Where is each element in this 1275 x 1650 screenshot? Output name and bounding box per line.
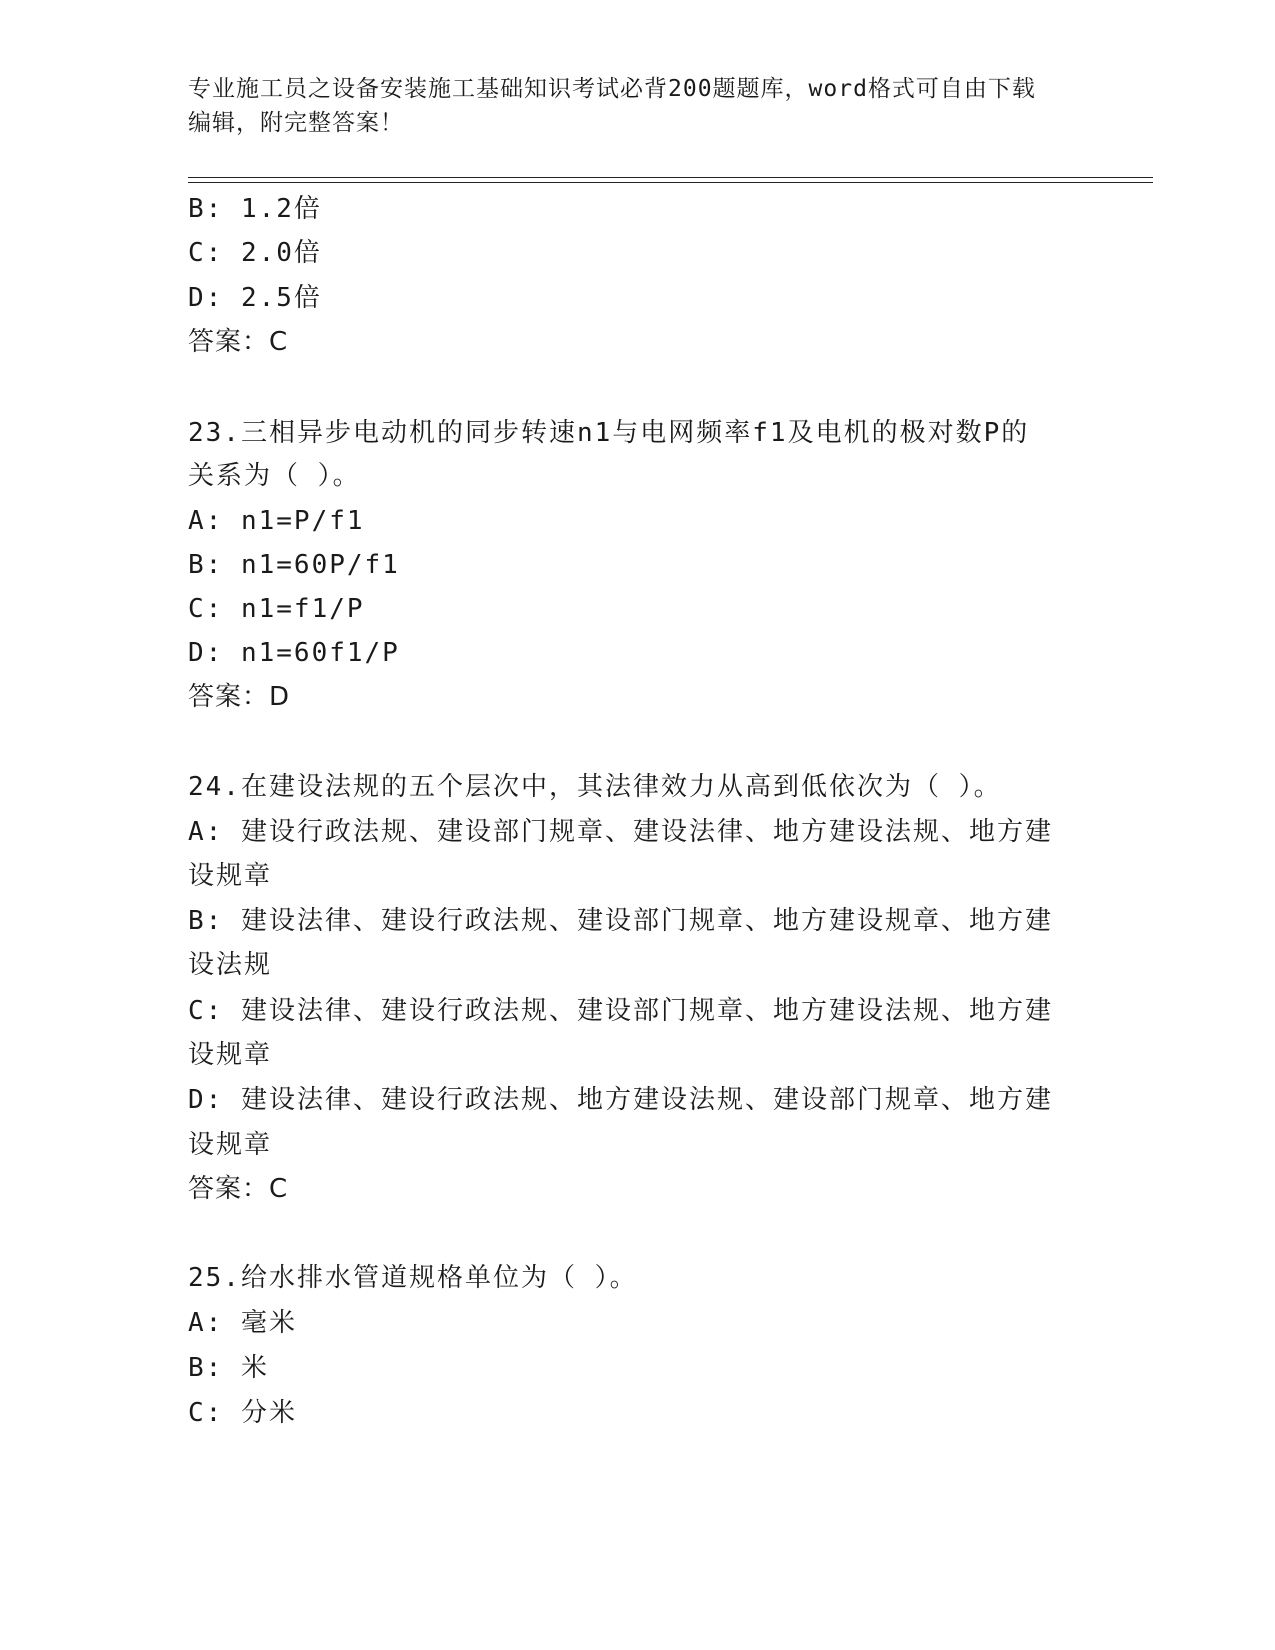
q23-option-d: D: n1=60f1/P <box>188 638 400 668</box>
q25-option-b: B: 米 <box>188 1353 269 1383</box>
q25-option-c: C: 分米 <box>188 1398 297 1428</box>
q22-option-d: D: 2.5倍 <box>188 283 322 313</box>
q23-option-c: C: n1=f1/P <box>188 594 365 624</box>
header-line-2: 编辑，附完整答案！ <box>188 110 404 136</box>
q24-option-b-line-2: 设法规 <box>188 950 273 980</box>
q22-answer: 答案：C <box>188 327 289 357</box>
q24-option-a-line-2: 设规章 <box>188 861 273 891</box>
q24-stem: 24.在建设法规的五个层次中，其法律效力从高到低依次为（ ）。 <box>188 772 1002 802</box>
q22-option-c: C: 2.0倍 <box>188 238 322 268</box>
q24-option-a-line-1: A: 建设行政法规、建设部门规章、建设法律、地方建设法规、地方建 <box>188 817 1053 847</box>
q22-option-b: B: 1.2倍 <box>188 194 322 224</box>
q23-stem-line-2: 关系为（ ）。 <box>188 461 361 491</box>
q24-option-b-line-1: B: 建设法律、建设行政法规、建设部门规章、地方建设规章、地方建 <box>188 906 1053 936</box>
q23-answer: 答案：D <box>188 682 291 712</box>
q24-answer: 答案：C <box>188 1174 289 1204</box>
q23-option-b: B: n1=60P/f1 <box>188 550 400 580</box>
q23-option-a: A: n1=P/f1 <box>188 506 365 536</box>
q25-stem: 25.给水排水管道规格单位为（ ）。 <box>188 1263 638 1293</box>
q24-option-d-line-2: 设规章 <box>188 1130 273 1160</box>
header-line-1: 专业施工员之设备安装施工基础知识考试必背200题题库，word格式可自由下载 <box>188 76 1036 102</box>
q23-stem-line-1: 23.三相异步电动机的同步转速n1与电网频率f1及电机的极对数P的 <box>188 418 1030 448</box>
header-divider-top <box>188 177 1153 178</box>
q24-option-c-line-2: 设规章 <box>188 1040 273 1070</box>
header-divider-bottom <box>188 182 1153 183</box>
q25-option-a: A: 毫米 <box>188 1308 297 1338</box>
q24-option-d-line-1: D: 建设法律、建设行政法规、地方建设法规、建设部门规章、地方建 <box>188 1085 1053 1115</box>
document-header <box>188 72 1088 140</box>
q24-option-c-line-1: C: 建设法律、建设行政法规、建设部门规章、地方建设法规、地方建 <box>188 996 1053 1026</box>
